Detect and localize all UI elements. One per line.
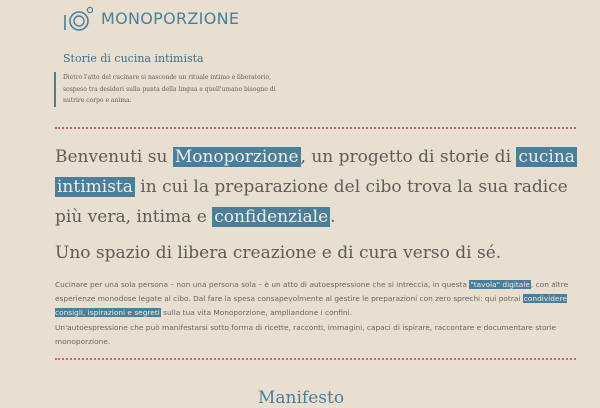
logo-link[interactable] (63, 6, 239, 32)
dotted-divider (55, 358, 576, 360)
welcome-subheadline: Uno spazio di libera creazione e di cura verso di sé. (55, 243, 502, 263)
highlight-tavola-digitale: "tavola" digitale (470, 280, 530, 289)
welcome-headline (55, 142, 585, 232)
highlight-intimista: intimista (57, 177, 133, 197)
intro-paragraph (55, 278, 575, 320)
highlight-condividere: condividere consigli, ispirazioni e segreti (55, 294, 567, 317)
paragraph-text: Cucinare per una sola persona – non una persona sola – è un atto di autoespressione che si intreccia, in questa (55, 280, 470, 289)
highlight-monoporzione: Monoporzione (174, 147, 299, 167)
brand-name: MONOPORZIONE (101, 9, 240, 28)
plate-fork-logo-icon (63, 6, 93, 32)
second-paragraph: Un'autoespressione che può manifestarsi sotto forma di ricette, racconti, immagini, capaci di ispirare, raccontare e documentare storie monoporzione. (55, 323, 557, 346)
paragraph-text: , con altre esperienze monodose legate al cibo. Dal fare la spesa consapevolmente al gestire le preparazioni con zero sprechi: qui potrai (55, 280, 569, 303)
manifesto-heading: Manifesto (258, 388, 345, 408)
headline-text: . (330, 207, 336, 227)
highlight-cucina: cucina (518, 147, 575, 167)
intro-quote: Dietro l'atto del cucinare si nasconde un rituale intimo e liberatorio, sospeso tra desideri sulla punta della lingua e quell'umano bisogno di nutrire corpo e anima. (54, 72, 283, 107)
dotted-divider (55, 127, 576, 129)
paragraph-text: sulla tua vita Monoporzione, ampliandone i confini. (160, 308, 353, 317)
headline-text: in cui la preparazione del cibo trova la sua radice più vera, intima e (55, 177, 568, 227)
headline-text: Benvenuti su (55, 147, 173, 167)
site-header (63, 6, 239, 32)
site-tagline: Storie di cucina intimista (63, 52, 204, 65)
highlight-confidenziale: confidenziale (214, 207, 329, 227)
headline-text: , un progetto di storie di (300, 147, 517, 167)
